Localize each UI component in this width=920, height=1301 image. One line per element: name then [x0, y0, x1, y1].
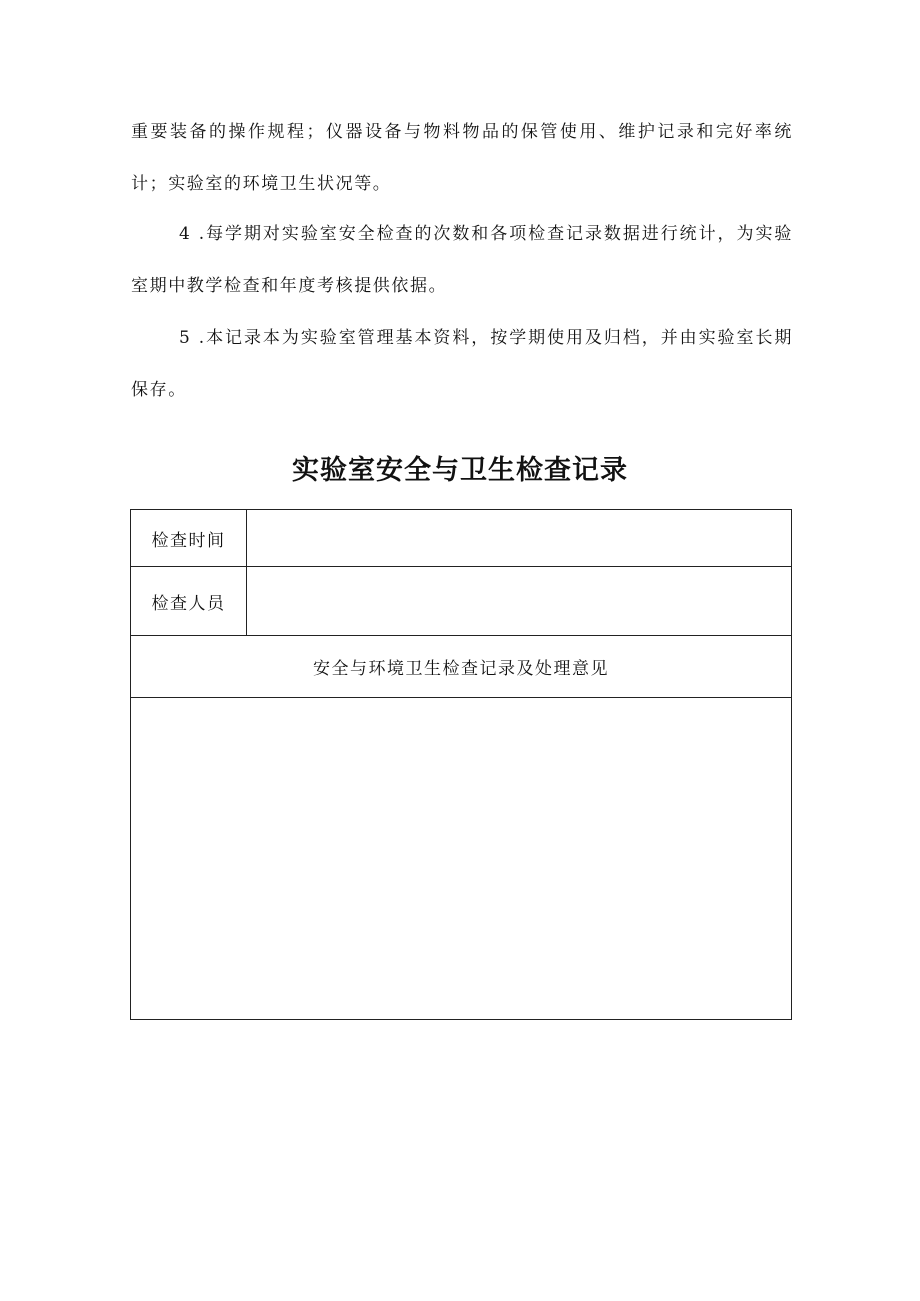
paragraph-item-4: 4 .每学期对实验室安全检查的次数和各项检查记录数据进行统计，为实验室期中教学检查和年度考核提供依据。 [131, 224, 793, 296]
inspectors-label: 检查人员 [131, 567, 247, 636]
records-header-row [131, 636, 792, 698]
inspection-time-row [131, 510, 792, 567]
inspection-record-table [130, 509, 792, 1020]
inspectors-row [131, 567, 792, 636]
records-content-field[interactable] [131, 698, 792, 1020]
inspection-time-field[interactable] [247, 510, 792, 567]
records-section-header: 安全与环境卫生检查记录及处理意见 [131, 636, 792, 698]
records-body-row [131, 698, 792, 1020]
paragraph-item-5: 5 .本记录本为实验室管理基本资料，按学期使用及归档，并由实验室长期保存。 [131, 328, 793, 400]
form-title: 实验室安全与卫生检查记录 [292, 455, 628, 486]
inspectors-field[interactable] [247, 567, 792, 636]
inspection-time-label: 检查时间 [131, 510, 247, 567]
paragraph-operating-rules: 重要装备的操作规程；仪器设备与物料物品的保管使用、维护记录和完好率统计；实验室的环境卫生状况等。 [131, 122, 793, 194]
